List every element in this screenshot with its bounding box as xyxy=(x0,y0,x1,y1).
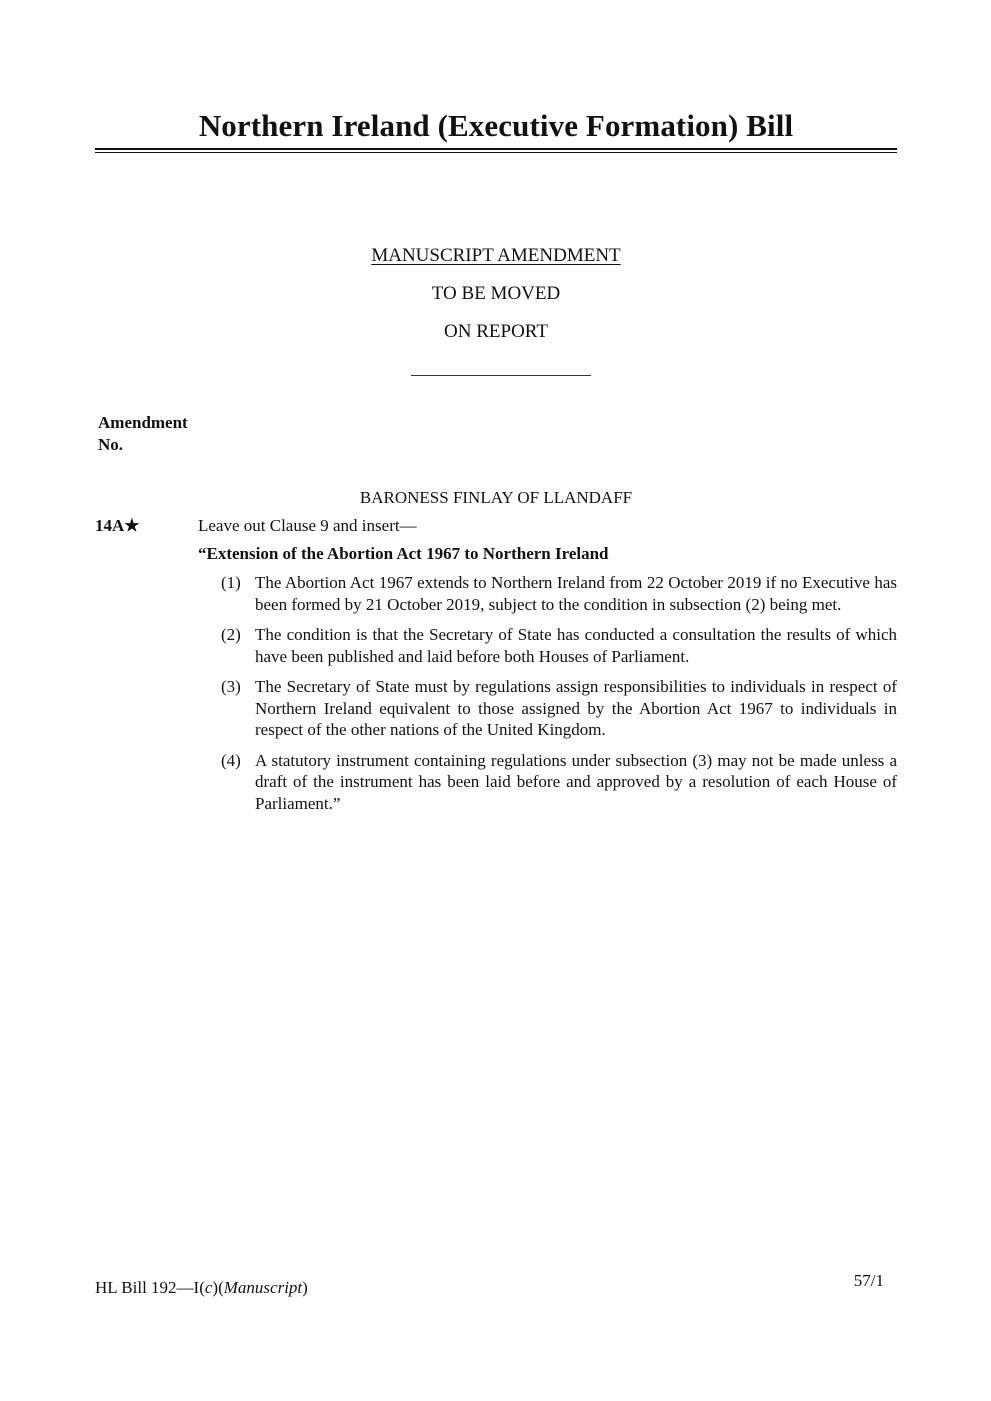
notice-line-manuscript-amendment: MANUSCRIPT AMENDMENT xyxy=(371,245,621,266)
notice-line-on-report: ON REPORT xyxy=(444,321,548,342)
subsection-number: (2) xyxy=(221,625,241,644)
bill-reference-suffix: ) xyxy=(302,1278,308,1297)
subsection-text: A statutory instrument containing regulations under subsection (3) may not be made unless a draft of the instrument has been laid before and approved by a resolution of each House of Parliament.” xyxy=(255,750,897,813)
title-double-rule xyxy=(95,148,897,153)
subsection-number: (3) xyxy=(221,677,241,696)
section-divider xyxy=(411,375,591,376)
subsection-item xyxy=(215,572,897,615)
bill-reference-prefix: HL Bill 192—I( xyxy=(95,1278,205,1297)
bill-reference-mid: )( xyxy=(212,1278,224,1297)
bill-reference xyxy=(95,1277,308,1299)
amendment-instruction: Leave out Clause 9 and insert— xyxy=(198,516,417,535)
subsection-text: The condition is that the Secretary of State has conducted a consultation the results of which have been published and laid before both Houses of Parliament. xyxy=(255,625,897,666)
subsection-item xyxy=(215,676,897,741)
new-clause-heading: “Extension of the Abortion Act 1967 to Northern Ireland xyxy=(198,544,609,563)
subsection-text: The Abortion Act 1967 extends to Northern Ireland from 22 October 2019 if no Executive has been formed by 21 October 2019, subject to the condition in subsection (2) being met. xyxy=(255,573,897,614)
amendment-sponsor: BARONESS FINLAY OF LLANDAFF xyxy=(359,488,633,507)
subsection-number: (1) xyxy=(221,573,241,592)
subsection-item xyxy=(215,750,897,815)
amendment-number: 14A★ xyxy=(95,516,140,535)
subsection-number: (4) xyxy=(221,750,241,770)
notice-line-to-be-moved: TO BE MOVED xyxy=(431,283,561,304)
subsection-list xyxy=(215,572,897,823)
subsection-text: The Secretary of State must by regulations assign responsibilities to individuals in respect of Northern Ireland equivalent to those assigned by the Abortion Act 1967 to individuals in respect of the other nations of the United Kingdom. xyxy=(255,677,897,739)
amendment-number-label xyxy=(98,412,188,456)
bill-reference-c: c xyxy=(204,1278,213,1297)
page-reference: 57/1 xyxy=(853,1271,884,1290)
page-title: Northern Ireland (Executive Formation) Bill xyxy=(198,108,794,143)
bill-reference-manuscript: Manuscript xyxy=(223,1278,303,1297)
subsection-item xyxy=(215,624,897,667)
amendment-label-line1: Amendment xyxy=(98,413,188,432)
amendment-label-line2: No. xyxy=(98,435,124,454)
